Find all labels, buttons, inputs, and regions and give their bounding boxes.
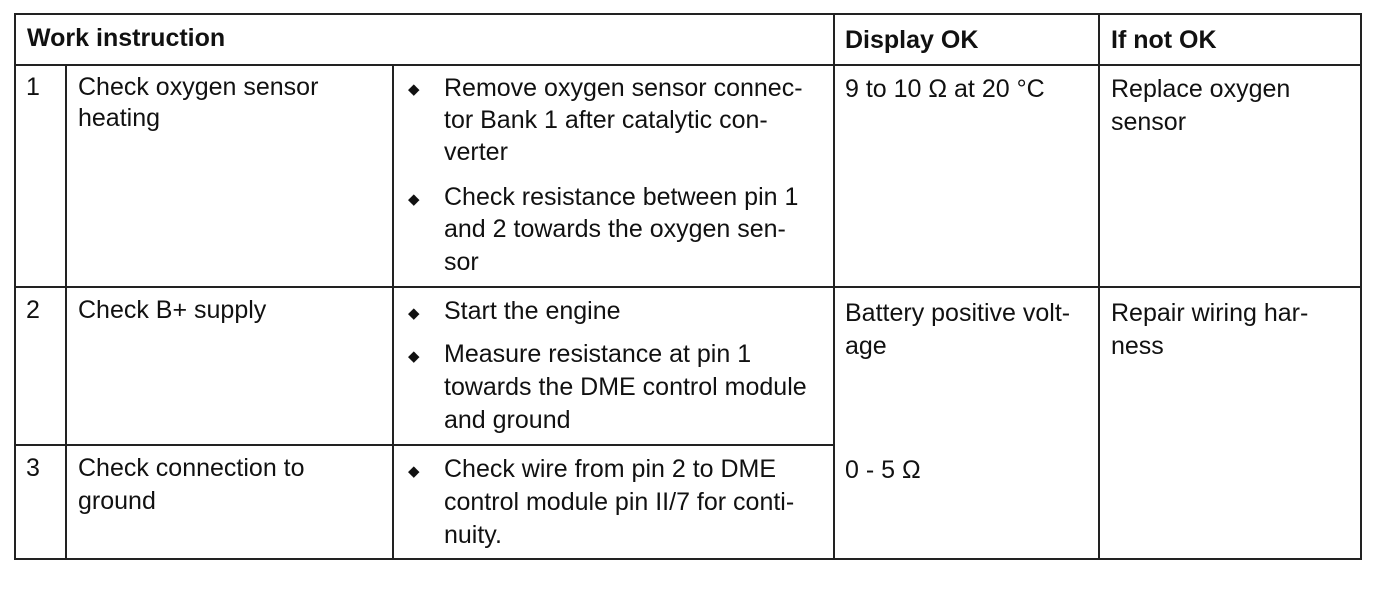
step-line: towards the DME control module	[444, 373, 807, 401]
grid-line	[392, 64, 394, 560]
step-line: and 2 towards the oxygen sen-	[444, 215, 786, 243]
row-number: 3	[26, 454, 40, 482]
step-line: Measure resistance at pin 1	[444, 340, 752, 368]
step-line: and ground	[444, 406, 571, 434]
bullet-icon: ◆	[408, 463, 420, 480]
row-title-line: ground	[78, 487, 156, 515]
grid-line	[14, 444, 834, 446]
row-title-line: Check oxygen sensor	[78, 73, 319, 101]
row-number: 2	[26, 296, 40, 324]
display-ok-value: 0 - 5 Ω	[845, 456, 921, 484]
if-not-ok-value: ness	[1111, 332, 1164, 360]
step-line: sor	[444, 248, 479, 276]
display-ok-value: 9 to 10 Ω at 20 °C	[845, 75, 1045, 103]
row-number: 1	[26, 73, 40, 101]
grid-line	[65, 64, 67, 560]
bullet-icon: ◆	[408, 348, 420, 365]
if-not-ok-value: Replace oxygen	[1111, 75, 1291, 103]
row-title-line: heating	[78, 104, 161, 132]
grid-line	[14, 286, 1362, 288]
step-line: nuity.	[444, 521, 502, 549]
step-line: control module pin II/7 for conti-	[444, 488, 795, 516]
bullet-icon: ◆	[408, 191, 420, 208]
bullet-icon: ◆	[408, 305, 420, 322]
header-display-ok: Display OK	[845, 26, 979, 54]
header-work-instruction: Work instruction	[27, 24, 226, 52]
display-ok-value: age	[845, 332, 887, 360]
step-line: Check wire from pin 2 to DME	[444, 455, 777, 483]
step-line: verter	[444, 138, 508, 166]
header-if-not-ok: If not OK	[1111, 26, 1217, 54]
step-line: tor Bank 1 after catalytic con-	[444, 106, 768, 134]
if-not-ok-value: sensor	[1111, 108, 1187, 136]
bullet-icon: ◆	[408, 81, 420, 98]
step-line: Remove oxygen sensor connec-	[444, 74, 803, 102]
display-ok-value: Battery positive volt-	[845, 299, 1071, 327]
step-line: Start the engine	[444, 297, 621, 325]
step-line: Check resistance between pin 1	[444, 183, 799, 211]
row-title-line: Check connection to	[78, 454, 305, 482]
row-title-line: Check B+ supply	[78, 296, 267, 324]
if-not-ok-value: Repair wiring har-	[1111, 299, 1309, 327]
grid-line	[14, 64, 1362, 66]
